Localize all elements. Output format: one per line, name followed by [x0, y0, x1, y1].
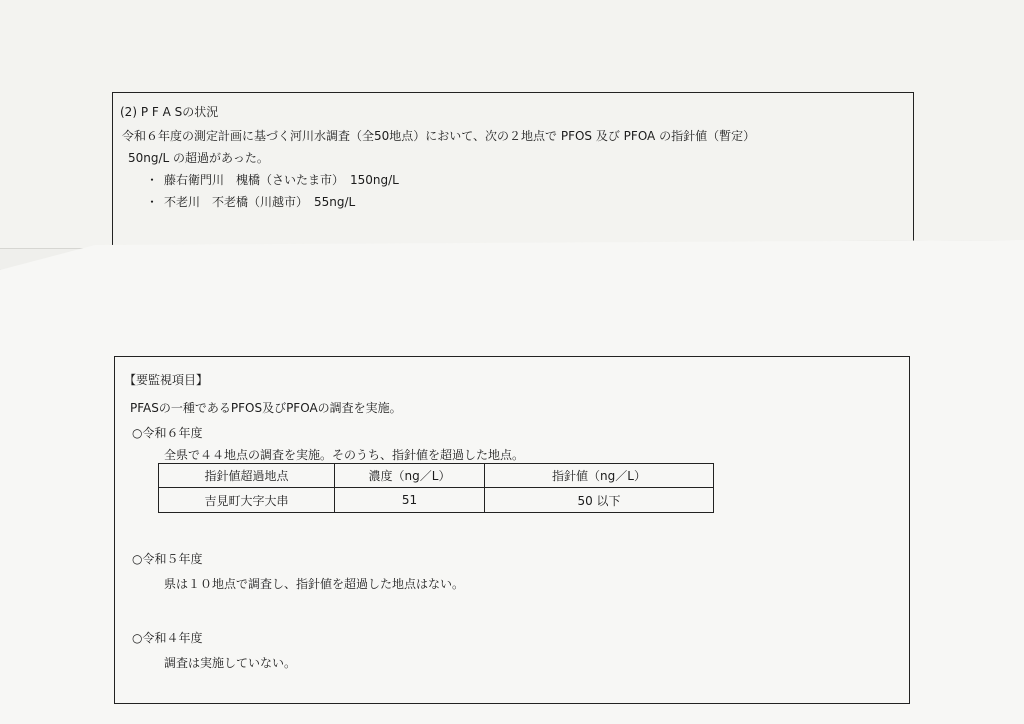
year-label-r5: ○令和５年度 [132, 552, 203, 566]
top-document-clipping [0, 0, 1024, 249]
year-text-r6: 全県で４４地点の調査を実施。そのうち、指針値を超過した地点。 [164, 448, 525, 462]
year-label-r4: ○令和４年度 [132, 631, 203, 645]
table-cell-guideline: 50 以下 [577, 493, 621, 508]
table-header-cell: 指針値（ng／L） [485, 464, 713, 488]
table-cell-site: 吉見町大字大串 [159, 488, 335, 512]
table-header-cell: 指針値超過地点 [159, 464, 335, 488]
intro-text: PFASの一種であるPFOS及びPFOAの調査を実施。 [130, 401, 402, 415]
year-text-r5: 県は１０地点で調査し、指針値を超過した地点はない。 [164, 577, 465, 591]
survey-description-line2: 50ng/L の超過があった。 [128, 151, 269, 165]
exceedance-site-1: 藤右衛門川 槐橋（さいたま市） 150ng/L [164, 173, 399, 187]
exceedance-site-2: 不老川 不老橋（川越市） 55ng/L [164, 195, 356, 209]
year-label-r6: ○令和６年度 [132, 426, 203, 440]
pfas-status-heading: (2) P F A Sの状況 [120, 105, 219, 119]
bullet-mark: ・ [146, 173, 159, 187]
monitoring-items-heading: 【要監視項目】 [124, 373, 209, 387]
table-header-cell: 濃度（ng／L） [335, 464, 485, 488]
survey-description-line1: 令和６年度の測定計画に基づく河川水調査（全50地点）において、次の２地点で PFOS 及び PFOA の指針値（暫定） [122, 129, 756, 143]
exceedance-table [158, 463, 714, 513]
table-cell-concentration: 51 [335, 488, 485, 512]
bullet-mark: ・ [146, 195, 159, 209]
year-text-r4: 調査は実施していない。 [164, 656, 297, 670]
